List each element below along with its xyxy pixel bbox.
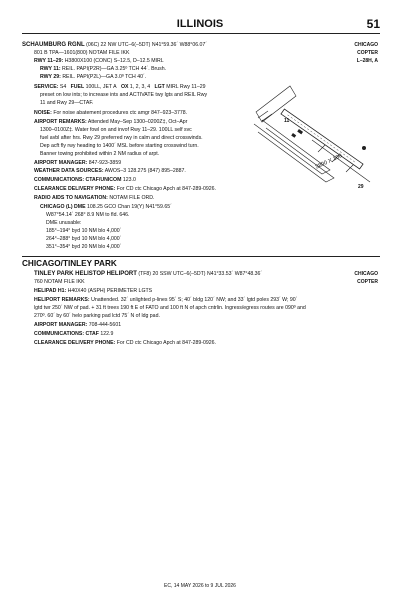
runway-end-29: 29 xyxy=(358,184,364,190)
tinley-tag-chicago: CHICAGO xyxy=(354,271,378,277)
communications-line: COMMUNICATIONS: CTAF/UNICOM 123.0 xyxy=(34,177,136,183)
clearance-line: CLEARANCE DELIVERY PHONE: For CD ctc Chicago Apch at 847-289-0926. xyxy=(34,186,216,192)
city-heading: CHICAGO/TINLEY PARK xyxy=(22,259,117,268)
schaumburg-title-line xyxy=(22,42,207,49)
airport-diagram xyxy=(252,78,380,202)
diagram-fence xyxy=(312,140,370,182)
page-number: 51 xyxy=(366,17,380,31)
tinley-tag-copter: COPTER xyxy=(357,279,378,285)
heliport-remarks-cont-1: lgtd twr 250´ NW of pad. + 31 ft trees 190 ft E of FATO and 100 ft N of apch cntrlin. Ingress/egress routes are 090º and xyxy=(34,305,306,311)
tinley-comms-line: COMMUNICATIONS: CTAF 122.9 xyxy=(34,331,114,337)
heliport-remarks-cont-2: 270º. 60´ by 60´ helo parking pad lctd 75´ N of ldg pad. xyxy=(34,313,160,319)
helipad-line: HELIPAD H1: H40X40 (ASPH) PERIMETER LGTS xyxy=(34,288,153,294)
remarks-cont-3: Dep acft fly rwy heading to 1400´ MSL before starting crosswind turn. xyxy=(40,143,199,149)
diagram-line xyxy=(262,114,272,121)
tinley-elevation-line: 760 NOTAM FILE IKK xyxy=(34,279,85,285)
chart-tag-copter: COPTER xyxy=(357,50,378,56)
navaid-detail-4: 264°–288° byd 10 NM blo 4,000´ xyxy=(46,236,122,242)
noise-line: NOISE: For noise abatement procedures ctc amgr 847–923–3778. xyxy=(34,110,188,116)
runway-11-line: RWY 11: REIL. PAPI(P2R)—GA 3.25º TCH 44´. Brush. xyxy=(40,66,167,72)
diagram-line xyxy=(258,111,268,118)
tinley-clearance-line: CLEARANCE DELIVERY PHONE: For CD ctc Chicago Apch at 847-289-0926. xyxy=(34,340,216,346)
airport-remarks-line: AIRPORT REMARKS: Attended May–Sep 1300–0200Z‡, Oct–Apr xyxy=(34,119,188,125)
runway-end-11: 11 xyxy=(284,118,290,124)
hangar-block xyxy=(297,129,303,134)
tinley-manager-line: AIRPORT MANAGER: 708-444-5601 xyxy=(34,322,122,328)
navaid-detail-5: 351°–354° byd 20 NM blo 4,000´ xyxy=(46,244,122,250)
chart-tag-chicago: CHICAGO xyxy=(354,42,378,48)
heliport-name: TINLEY PARK HELISTOP HELIPORT xyxy=(34,271,137,277)
effective-dates-footer: EC, 14 MAY 2026 to 9 JUL 2026 xyxy=(164,583,236,589)
navaid-detail-2: DME unusable: xyxy=(46,220,82,226)
service-cont-2: 11 and Rwy 29—CTAF. xyxy=(40,100,94,106)
runway-dimension-label: 3800 X 100 xyxy=(314,153,344,171)
service-line: SERVICE: S4 FUEL 100LL, JET A OX 1, 2, 3, 4 LGT MIRL Rwy 11–29 xyxy=(34,84,206,90)
remarks-cont-4: Banner towing prohibited within 2 NM radius of arpt. xyxy=(40,151,160,157)
airport-name: SCHAUMBURG RGNL xyxy=(22,42,85,48)
chart-tag-low: L–28H, A xyxy=(356,58,378,64)
tinley-title-line xyxy=(34,271,262,278)
elevation-line: 801 B TPA—1601(800) NOTAM FILE IKK xyxy=(34,50,130,56)
runway-11-29-line: RWY 11–29: H3800X100 (CONC) S–12.5, D–12.5 MIRL xyxy=(34,58,164,64)
navaid-detail-3: 185°–194° byd 10 NM blo 4,000´ xyxy=(46,228,122,234)
header-rule xyxy=(22,33,380,34)
airport-manager-line: AIRPORT MANAGER: 847-923-3859 xyxy=(34,160,122,166)
remarks-cont-1: 1300–0100Z‡. Water fowl on and invof Rwy 11–29. 100LL self svc xyxy=(40,127,192,133)
state-title: ILLINOIS xyxy=(176,18,224,30)
hangar-block xyxy=(291,133,296,138)
radio-aids-line: RADIO AIDS TO NAVIGATION: NOTAM FILE ORD. xyxy=(34,195,155,201)
service-cont-1: preset on low ints; to increase ints and ACTIVATE twy lgts and REIL Rwy xyxy=(40,92,208,98)
heliport-info: (TF8) 20 SSW UTC–6(–5DT) N41°33.53´ W87°48.36´ xyxy=(138,271,263,277)
runway-29-line: RWY 29: REIL. PAPI(P2L)—GA 3.0º TCH 40´. xyxy=(40,74,147,80)
windsock-icon xyxy=(362,146,366,150)
section-rule xyxy=(22,256,380,257)
weather-line: WEATHER DATA SOURCES: AWOS–3 128.275 (847) 895–2887. xyxy=(34,168,186,174)
heliport-remarks-line: HELIPORT REMARKS: Unattended. 32´ unlighted p-lines 95´ S; 40´ bldg 120´ NW; and 33´ lgtd poles 293´ W; 90´ xyxy=(34,297,298,303)
navaid-line: CHICAGO (L) DME 108.25 GCO Chan 19(Y) N41°59.65´ xyxy=(40,204,172,210)
airport-info: (06C) 22 NW UTC–6(–5DT) N41°59.36´ W88°06.07´ xyxy=(86,42,208,48)
navaid-detail-1: W87°54.14´ 268° 8.9 NM to fld. 646. xyxy=(46,212,130,218)
remarks-cont-2: fuel avbl after hrs. Rwy 29 preferred rwy in calm and direct crosswinds. xyxy=(40,135,203,141)
